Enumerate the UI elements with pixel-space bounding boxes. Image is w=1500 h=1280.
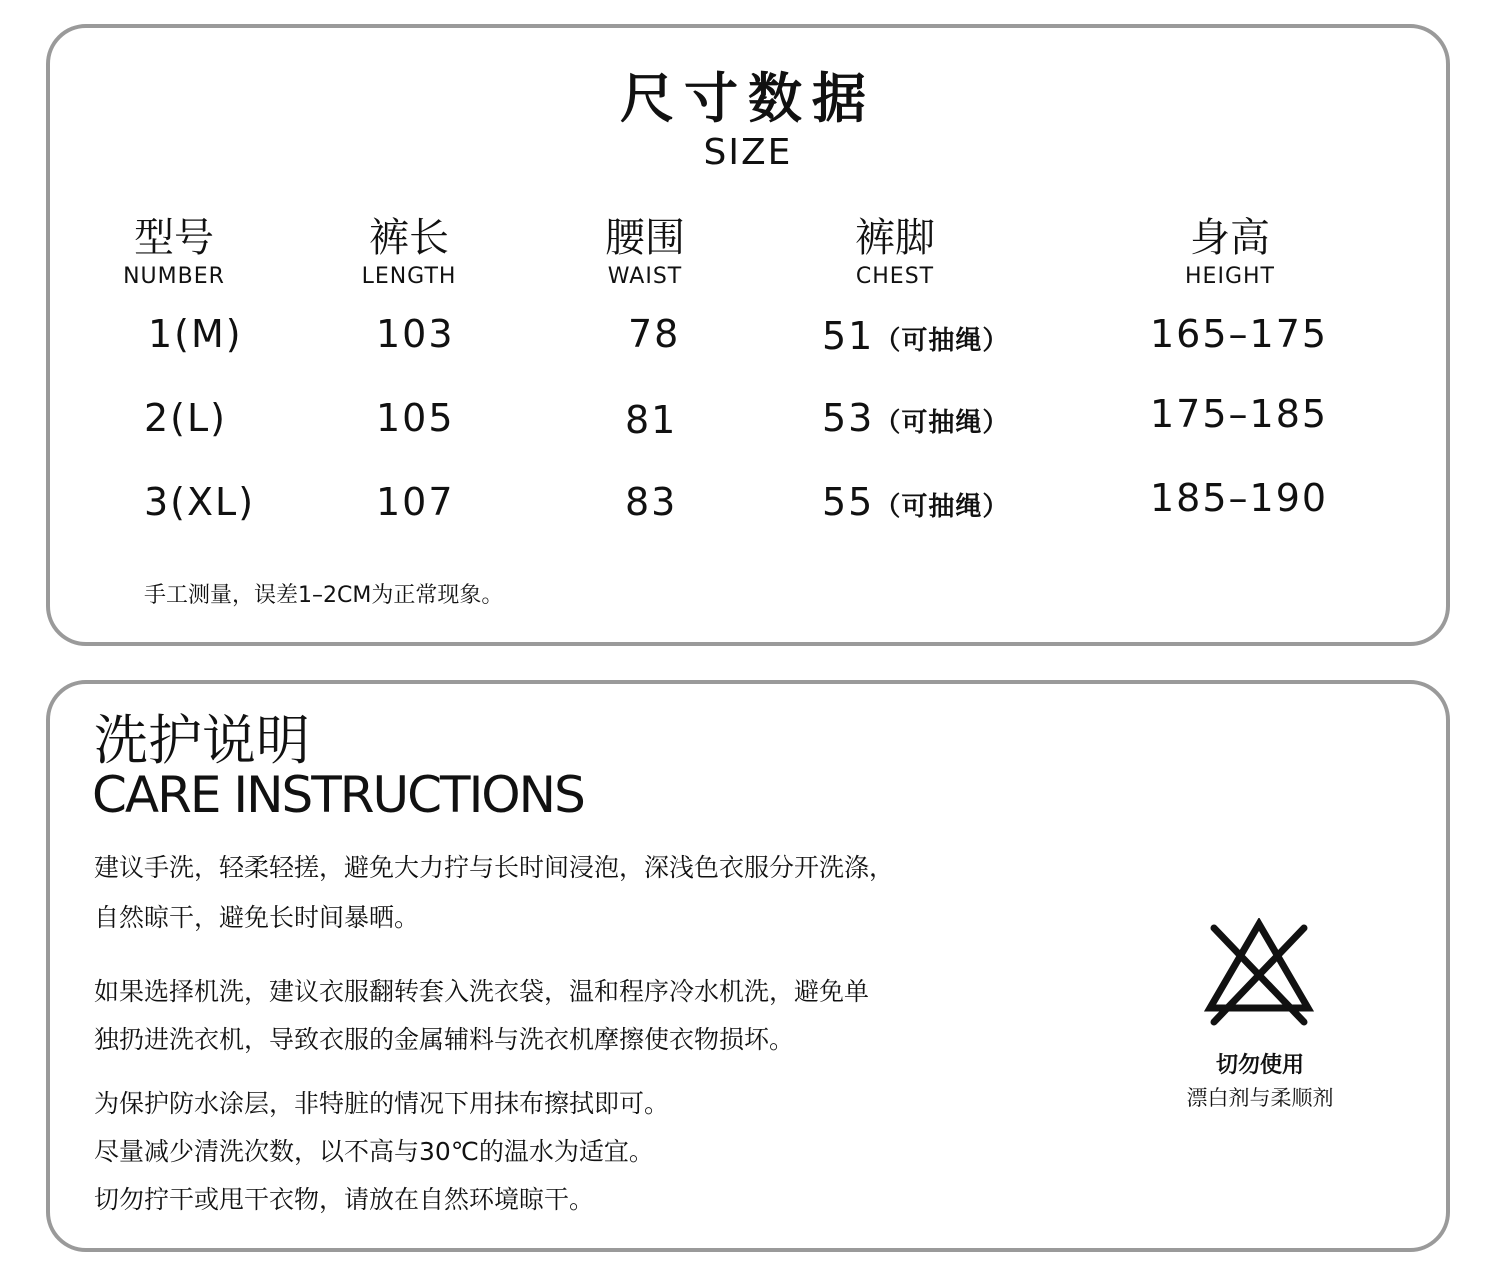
row2-chest-value: 53: [822, 396, 875, 440]
care-line-2: 自然晾干，避免长时间暴晒。: [94, 903, 420, 932]
row2-number: 2(L): [144, 396, 227, 440]
row2-waist: 81: [625, 398, 678, 442]
row2-chest: [822, 396, 1009, 440]
row3-chest: [822, 480, 1009, 524]
care-line-5: 为保护防水涂层，非特脏的情况下用抹布擦拭即可。: [94, 1089, 670, 1118]
row3-number: 3(XL): [144, 480, 256, 524]
row1-chest-value: 51: [822, 314, 875, 358]
header-height-en: HEIGHT: [1185, 264, 1275, 289]
header-chest-en: CHEST: [855, 264, 935, 289]
warning-label-primary: 切勿使用: [1215, 1053, 1304, 1078]
care-line-6: 尽量减少清洗次数，以不高与30℃的温水为适宜。: [94, 1137, 654, 1166]
care-line-3: 如果选择机洗，建议衣服翻转套入洗衣袋，温和程序冷水机洗，避免单: [94, 977, 870, 1006]
header-length-en: LENGTH: [361, 264, 457, 289]
measurement-footnote: 手工测量，误差1–2CM为正常现象。: [144, 583, 504, 608]
header-number-cn: 型号: [134, 215, 214, 261]
warning-label-secondary: 漂白剂与柔顺剂: [1186, 1086, 1334, 1110]
row1-waist: 78: [628, 312, 681, 356]
care-title-en: CARE INSTRUCTIONS: [92, 766, 584, 824]
row3-length: 107: [376, 480, 455, 524]
no-bleach-icon: [1204, 918, 1314, 1028]
header-length-cn: 裤长: [369, 215, 449, 261]
header-chest-cn: 裤脚: [855, 215, 935, 261]
size-title-cn: 尺寸数据: [620, 67, 876, 130]
row3-waist: 83: [625, 480, 678, 524]
header-height-cn: 身高: [1190, 215, 1270, 261]
row1-number: 1(M): [148, 312, 243, 356]
row2-chest-note: （可抽绳）: [874, 408, 1010, 438]
header-waist-en: WAIST: [607, 264, 683, 289]
row2-length: 105: [376, 396, 455, 440]
size-chart-panel: [46, 24, 1450, 646]
row3-chest-note: （可抽绳）: [874, 492, 1010, 522]
row1-chest-note: （可抽绳）: [874, 326, 1010, 356]
header-waist-cn: 腰围: [605, 215, 685, 261]
header-number-en: NUMBER: [123, 264, 225, 289]
row1-length: 103: [376, 312, 455, 356]
row3-height: 185–190: [1150, 476, 1329, 520]
row1-chest: [822, 314, 1009, 358]
care-line-4: 独扔进洗衣机，导致衣服的金属辅料与洗衣机摩擦使衣物损坏。: [94, 1025, 795, 1054]
care-instructions-panel: [46, 680, 1450, 1252]
care-line-1: 建议手洗，轻柔轻搓，避免大力拧与长时间浸泡，深浅色衣服分开洗涤，: [94, 853, 895, 882]
care-line-7: 切勿拧干或甩干衣物，请放在自然环境晾干。: [94, 1185, 595, 1214]
care-title-cn: 洗护说明: [94, 709, 310, 772]
row1-height: 165–175: [1150, 312, 1329, 356]
row3-chest-value: 55: [822, 480, 875, 524]
size-title-en: SIZE: [703, 132, 793, 173]
row2-height: 175–185: [1150, 392, 1329, 436]
